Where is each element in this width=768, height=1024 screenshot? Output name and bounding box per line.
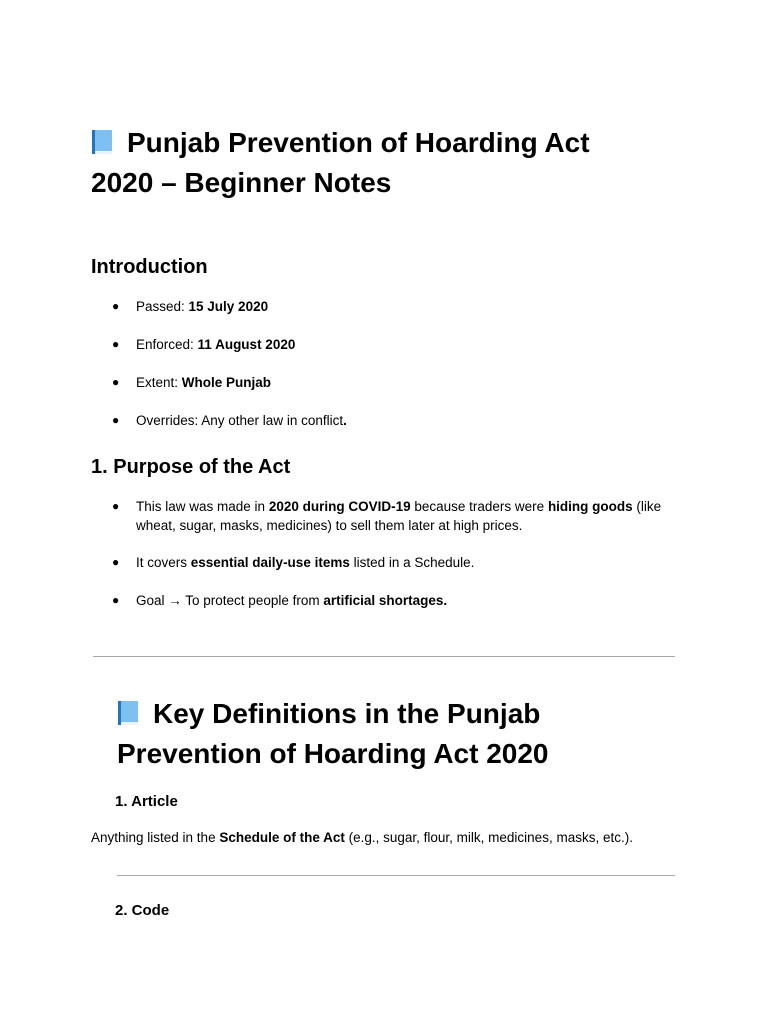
bold-span: essential daily-use items	[190, 555, 350, 570]
list-item	[112, 297, 682, 316]
list-item	[112, 373, 682, 392]
text-span: listed in a Schedule.	[349, 555, 475, 570]
definitions-title	[117, 694, 717, 774]
introduction-heading: Introduction	[91, 256, 208, 278]
list-item-value: Whole Punjab	[181, 375, 272, 390]
list-item-value: .	[343, 413, 347, 428]
text-span: Anything listed in the	[91, 830, 220, 845]
horizontal-divider	[93, 656, 675, 657]
text-span: (e.g., sugar, flour, milk, medicines, masks, etc.).	[344, 830, 633, 845]
bold-span: artificial shortages.	[323, 593, 448, 608]
bullet-icon: ●	[112, 555, 120, 569]
text-span: It covers	[136, 555, 191, 570]
title-line-1: Punjab Prevention of Hoarding Act	[127, 127, 590, 158]
bullet-icon: ●	[112, 299, 120, 313]
list-item	[112, 335, 682, 354]
list-item	[112, 497, 682, 535]
definitions-title-line-2: Prevention of Hoarding Act 2020	[117, 738, 549, 769]
list-item-label: Overrides: Any other law in conflict	[136, 413, 344, 428]
list-item	[112, 553, 682, 572]
bullet-icon: ●	[112, 593, 120, 607]
code-heading: 2. Code	[115, 902, 170, 919]
bullet-icon: ●	[112, 337, 120, 351]
bold-span: Schedule of the Act	[219, 830, 345, 845]
blue-book-icon	[117, 700, 141, 726]
list-item	[112, 411, 682, 430]
text-span: because traders were	[410, 499, 548, 514]
list-item-label: Extent:	[136, 375, 182, 390]
purpose-heading: 1. Purpose of the Act	[91, 456, 291, 478]
definitions-title-line-1: Key Definitions in the Punjab	[153, 698, 541, 729]
title-line-2: 2020 – Beginner Notes	[91, 167, 392, 198]
horizontal-divider	[117, 875, 675, 876]
list-item-value: 15 July 2020	[188, 299, 269, 314]
article-definition	[91, 828, 691, 847]
article-heading: 1. Article	[115, 793, 178, 810]
bullet-icon: ●	[112, 375, 120, 389]
page-title	[91, 123, 691, 203]
bold-span: hiding goods	[547, 499, 633, 514]
bullet-icon: ●	[112, 413, 120, 427]
text-span: This law was made in	[136, 499, 269, 514]
text-span: (like	[632, 499, 662, 514]
blue-book-icon	[91, 129, 115, 155]
text-span: wheat, sugar, masks, medicines) to sell them later at high prices.	[136, 518, 523, 533]
bullet-icon: ●	[112, 499, 120, 513]
list-item-value: 11 August 2020	[197, 337, 296, 352]
list-item	[112, 591, 682, 610]
list-item-label: Passed:	[136, 299, 189, 314]
list-item-label: Enforced:	[136, 337, 198, 352]
bold-span: 2020 during COVID-19	[268, 499, 411, 514]
text-span: Goal → To protect people from	[136, 593, 324, 608]
